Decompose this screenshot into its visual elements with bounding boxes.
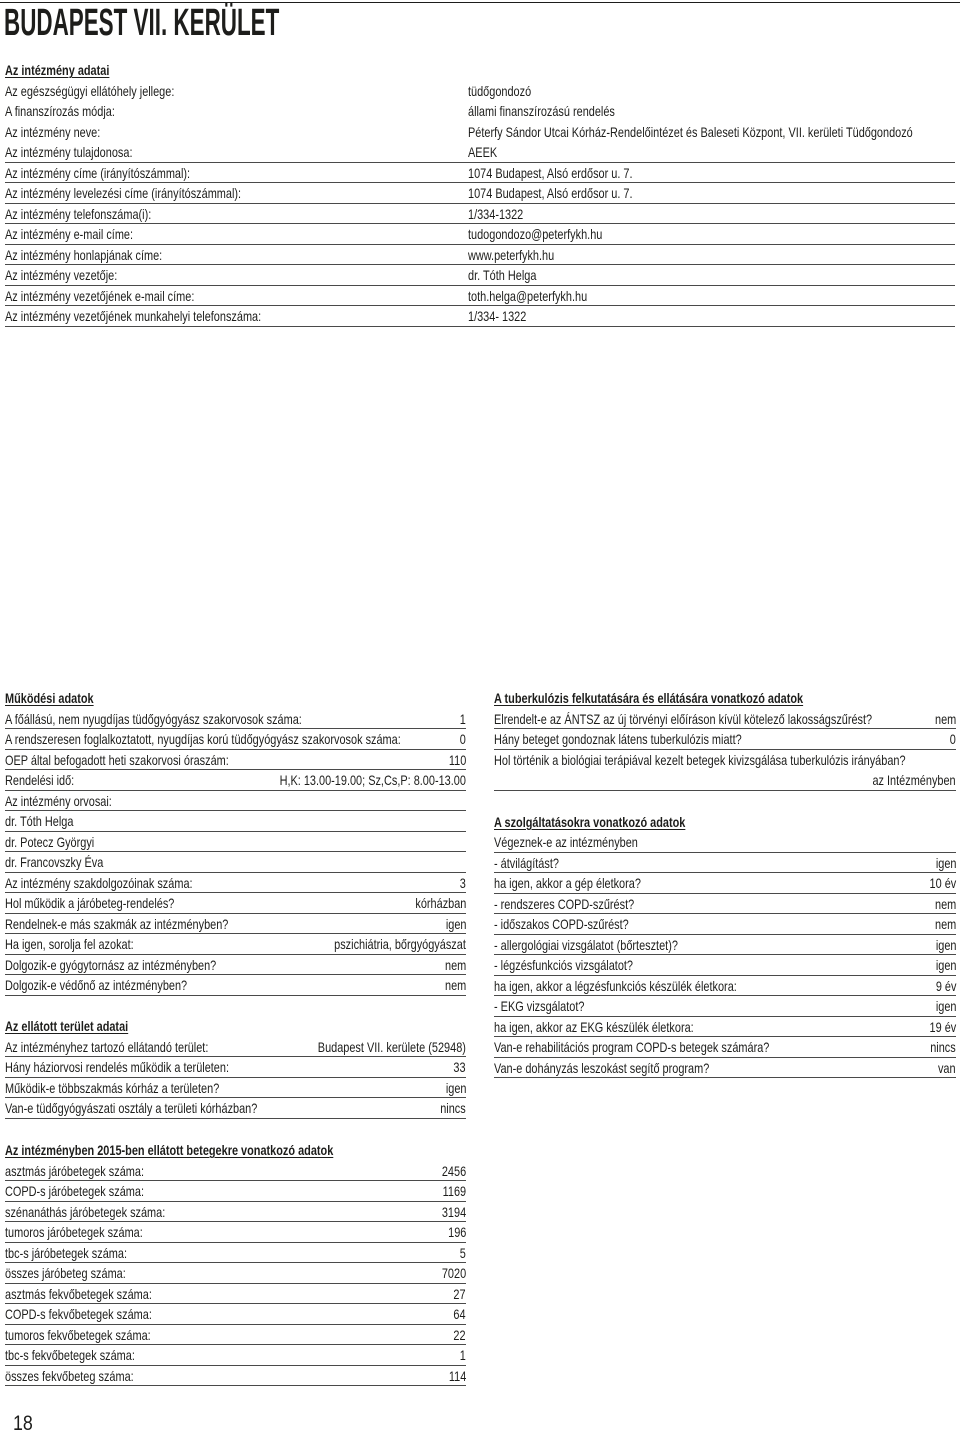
operation-row: [5, 750, 466, 771]
row-value: nem: [934, 895, 956, 912]
services-row: [494, 1017, 956, 1038]
operation-row: [5, 914, 466, 935]
row-value: állami finanszírozású rendelés: [468, 103, 615, 119]
row-label: Végeznek-e az intézményben: [494, 834, 638, 851]
row-value: tudogondozo@peterfykh.hu: [468, 226, 603, 242]
row-label: Ha igen, sorolja fel azokat:: [5, 936, 134, 952]
row-label: tumoros fekvőbetegek száma:: [5, 1326, 151, 1343]
tb-row: [494, 709, 956, 730]
section-heading: [494, 688, 956, 709]
row-value: dr. Tóth Helga: [468, 267, 537, 283]
section-heading-text: A tuberkulózis felkutatására és ellátására vonatkozó adatok: [494, 690, 804, 706]
patients-row: [5, 1366, 466, 1387]
institution-row: [5, 183, 955, 204]
row-label: Hol működik a járóbeteg-rendelés?: [5, 895, 175, 911]
row-label: Az intézmény e-mail címe:: [5, 226, 134, 242]
services-row: [494, 1058, 956, 1079]
institution-row: [5, 286, 955, 307]
row-label: Rendelési idő:: [5, 772, 75, 788]
row-value: 0: [949, 731, 956, 747]
row-value: 1074 Budapest, Alsó erdősor u. 7.: [468, 164, 633, 181]
row-value: nem: [934, 916, 956, 933]
row-value: H,K: 13.00-19.00; Sz,Cs,P: 8.00-13.00: [279, 772, 466, 788]
section-heading-text: Az intézmény adatai: [5, 62, 110, 78]
area-section: [5, 1016, 466, 1119]
area-row: [5, 1057, 466, 1078]
row-label: Az intézmény vezetője:: [5, 267, 118, 283]
row-label: összes járóbeteg száma:: [5, 1265, 126, 1281]
row-value: 33: [453, 1059, 466, 1075]
row-value: toth.helga@peterfykh.hu: [468, 287, 588, 304]
row-label: - időszakos COPD-szűrést?: [494, 916, 629, 933]
operation-row: [5, 873, 466, 894]
section-heading-text: Az ellátott terület adatai: [5, 1018, 129, 1034]
section-heading: [5, 1016, 466, 1037]
row-label: - rendszeres COPD-szűrést?: [494, 895, 635, 912]
row-label: Az intézmény levelezési címe (irányítószámmal):: [5, 185, 242, 201]
patients-row: [5, 1263, 466, 1284]
section-heading: [5, 1140, 466, 1161]
row-value: nincs: [440, 1100, 466, 1116]
row-label: A finanszírozás módja:: [5, 103, 115, 119]
patients-row: [5, 1202, 466, 1223]
row-label: ha igen, akkor az EKG készülék életkora:: [494, 1018, 694, 1035]
tb-section: [494, 688, 956, 791]
row-label: Van-e dohányzás leszokást segítő program?: [494, 1059, 710, 1076]
operation-row: [5, 709, 466, 730]
institution-row: [5, 306, 955, 327]
services-intro: [494, 832, 956, 853]
row-label: összes fekvőbeteg száma:: [5, 1367, 134, 1384]
row-value: nem: [934, 710, 956, 727]
services-row: [494, 996, 956, 1017]
row-value: 64: [453, 1306, 466, 1322]
row-value: 110: [448, 751, 466, 768]
row-value: www.peterfykh.hu: [468, 246, 555, 263]
doctor-name: dr. Francovszky Éva: [5, 854, 104, 870]
row-label: Dolgozik-e védőnő az intézményben?: [5, 977, 188, 993]
section-heading-text: Az intézményben 2015-ben ellátott betegekre vonatkozó adatok: [5, 1142, 334, 1158]
row-label: ha igen, akkor a légzésfunkciós készülék életkora:: [494, 977, 737, 994]
row-value: 1/334- 1322: [468, 308, 527, 324]
section-heading-text: A szolgáltatásokra vonatkozó adatok: [494, 813, 686, 830]
row-label: Az intézmény orvosai:: [5, 792, 112, 809]
row-label: Az intézmény honlapjának címe:: [5, 246, 163, 263]
row-label: Az intézményhez tartozó ellátandó terület:: [5, 1038, 209, 1055]
row-value: van: [938, 1059, 956, 1076]
doctor-name: dr. Potecz Györgyi: [5, 833, 95, 850]
doctor-name: dr. Tóth Helga: [5, 813, 74, 829]
row-label: Az intézmény tulajdonosa:: [5, 144, 133, 160]
patients-row: [5, 1304, 466, 1325]
row-value: 114: [448, 1367, 466, 1384]
row-value: az Intézményben: [872, 772, 956, 788]
row-label: ha igen, akkor a gép életkora?: [494, 875, 641, 892]
services-section: [494, 812, 956, 1079]
page-number: 18: [13, 1412, 33, 1435]
patients-row: [5, 1181, 466, 1202]
row-value: kórházban: [414, 895, 466, 911]
row-label: Hol történik a biológiai terápiával kezelt betegek kivizsgálása tuberkulózis irányában?: [494, 751, 906, 768]
row-value: 196: [447, 1224, 466, 1240]
row-value: 3194: [441, 1203, 466, 1220]
row-label: A főállású, nem nyugdíjas tüdőgyógyász szakorvosok száma:: [5, 710, 302, 727]
row-label: tumoros járóbetegek száma:: [5, 1224, 143, 1240]
row-value: 1: [459, 710, 466, 727]
row-label: Rendelnek-e más szakmák az intézményben?: [5, 915, 229, 932]
tb-row-value-line: [494, 770, 956, 791]
row-value: pszichiátria, bőrgyógyászat: [334, 936, 466, 952]
row-label: Működik-e többszakmás kórház a területen?: [5, 1079, 220, 1096]
row-label: Dolgozik-e gyógytornász az intézményben?: [5, 956, 217, 973]
services-row: [494, 935, 956, 956]
row-value: tüdőgondozó: [468, 82, 532, 99]
row-label: tbc-s járóbetegek száma:: [5, 1244, 127, 1261]
operation-row: [5, 934, 466, 955]
row-value: igen: [445, 915, 466, 932]
row-label: COPD-s járóbetegek száma:: [5, 1183, 144, 1199]
row-value: nem: [444, 956, 466, 973]
row-label: asztmás járóbetegek száma:: [5, 1162, 144, 1179]
row-label: Van-e rehabilitációs program COPD-s betegek számára?: [494, 1039, 770, 1056]
row-label: Hány háziorvosi rendelés működik a területen:: [5, 1059, 229, 1075]
row-value: 1169: [442, 1183, 466, 1199]
services-row: [494, 1037, 956, 1058]
row-value: Péterfy Sándor Utcai Kórház-Rendelőintézet és Baleseti Központ, VII. kerületi Tüdőgondozó: [468, 123, 913, 140]
row-label: - légzésfunkciós vizsgálatot?: [494, 957, 633, 974]
row-value: igen: [445, 1079, 466, 1096]
row-label: Az egészségügyi ellátóhely jellege:: [5, 82, 175, 99]
services-row: [494, 894, 956, 915]
row-value: igen: [935, 854, 956, 871]
row-value: nincs: [930, 1039, 956, 1056]
patients-row: [5, 1161, 466, 1182]
row-label: szénanáthás járóbetegek száma:: [5, 1203, 166, 1220]
section-heading-text: Működési adatok: [5, 690, 94, 706]
services-row: [494, 955, 956, 976]
row-value: Budapest VII. kerülete (52948): [317, 1038, 466, 1055]
row-value: igen: [935, 998, 956, 1015]
row-label: Elrendelt-e az ÁNTSZ az új törvényi előíráson kívül kötelező lakosságszűrést?: [494, 710, 873, 727]
tb-row: [494, 750, 956, 771]
row-value: 27: [453, 1285, 466, 1302]
doctor-row: [5, 832, 466, 853]
row-value: nem: [444, 977, 466, 993]
row-value: 22: [453, 1326, 466, 1343]
row-value: 1074 Budapest, Alsó erdősor u. 7.: [468, 185, 633, 201]
patients-row: [5, 1222, 466, 1243]
institution-row: [5, 81, 955, 102]
row-label: OEP által befogadott heti szakorvosi óraszám:: [5, 751, 229, 768]
row-label: Hány beteget gondoznak látens tuberkulózis miatt?: [494, 731, 742, 747]
row-value: igen: [935, 957, 956, 974]
patients-row: [5, 1345, 466, 1366]
patients-section: [5, 1140, 466, 1386]
row-label: Az intézmény szakdolgozóinak száma:: [5, 874, 193, 891]
institution-section: [5, 60, 955, 327]
operation-row: [5, 955, 466, 976]
institution-row: [5, 142, 955, 163]
row-value: 10 év: [929, 875, 956, 892]
row-label: - EKG vizsgálatot?: [494, 998, 585, 1015]
row-label: Van-e tüdőgyógyászati osztály a területi kórházban?: [5, 1100, 258, 1116]
section-heading: [5, 60, 955, 81]
row-label: Az intézmény címe (irányítószámmal):: [5, 164, 191, 181]
operation-row: [5, 729, 466, 750]
row-value: 1/334-1322: [468, 205, 524, 222]
services-row: [494, 976, 956, 997]
institution-row: [5, 224, 955, 245]
institution-row: [5, 265, 955, 286]
institution-row: [5, 245, 955, 266]
row-label: COPD-s fekvőbetegek száma:: [5, 1306, 152, 1322]
area-row: [5, 1098, 466, 1119]
institution-row: [5, 204, 955, 225]
section-heading: [494, 812, 956, 833]
operation-row: [5, 791, 466, 812]
row-value: 0: [459, 731, 466, 747]
row-label: - allergológiai vizsgálatot (bőrtesztet)?: [494, 936, 678, 953]
doctor-row: [5, 811, 466, 832]
row-label: Az intézmény telefonszáma(i):: [5, 205, 152, 222]
row-value: 2456: [441, 1162, 466, 1179]
row-label: Az intézmény neve:: [5, 123, 101, 140]
institution-row: [5, 101, 955, 122]
patients-row: [5, 1325, 466, 1346]
operation-section: [5, 688, 466, 996]
row-value: 3: [459, 874, 466, 891]
area-row: [5, 1078, 466, 1099]
row-label: - átvilágítást?: [494, 854, 559, 871]
services-row: [494, 873, 956, 894]
institution-row: [5, 163, 955, 184]
operation-row: [5, 893, 466, 914]
row-label: asztmás fekvőbetegek száma:: [5, 1285, 152, 1302]
section-heading: [5, 688, 466, 709]
row-label: tbc-s fekvőbetegek száma:: [5, 1347, 135, 1363]
row-value: igen: [935, 936, 956, 953]
row-value: AEEK: [468, 144, 498, 160]
page-title: BUDAPEST VII. KERÜLET: [4, 2, 280, 44]
row-value: 9 év: [935, 977, 956, 994]
area-row: [5, 1037, 466, 1058]
row-label: A rendszeresen foglalkoztatott, nyugdíjas korú tüdőgyógyász szakorvosok száma:: [5, 731, 401, 747]
patients-row: [5, 1243, 466, 1264]
row-label: Az intézmény vezetőjének munkahelyi telefonszáma:: [5, 308, 262, 324]
row-value: 19 év: [929, 1018, 956, 1035]
operation-row: [5, 975, 466, 996]
services-row: [494, 914, 956, 935]
doctor-row: [5, 852, 466, 873]
row-value: 1: [459, 1347, 466, 1363]
operation-row: [5, 770, 466, 791]
row-label: Az intézmény vezetőjének e-mail címe:: [5, 287, 195, 304]
services-row: [494, 853, 956, 874]
row-value: 5: [459, 1244, 466, 1261]
institution-row: [5, 122, 955, 143]
patients-row: [5, 1284, 466, 1305]
row-value: 7020: [441, 1265, 466, 1281]
tb-row: [494, 729, 956, 750]
